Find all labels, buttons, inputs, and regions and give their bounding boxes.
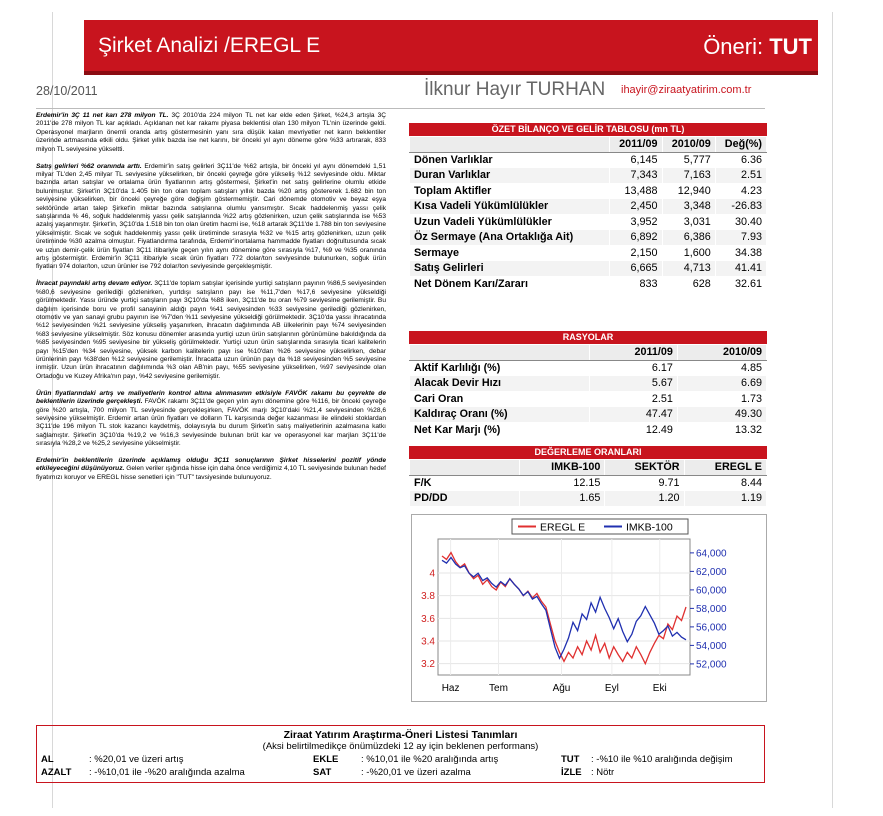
cell-value: 7,163 <box>662 168 715 184</box>
table-row <box>410 214 767 230</box>
definition-text: : Nötr <box>591 767 615 778</box>
row-label: Toplam Aktifler <box>410 183 610 199</box>
valuation-table <box>409 446 767 507</box>
empty-header <box>410 345 590 361</box>
column-header: 2010/09 <box>677 345 766 361</box>
right-tick-label: 62,000 <box>696 566 727 578</box>
row-label: Alacak Devir Hızı <box>410 376 590 392</box>
definition-key: SAT <box>313 767 332 778</box>
table-row <box>410 475 767 491</box>
paragraph <box>36 112 386 154</box>
paragraph-lead: Satış gelirleri %62 oranında arttı. <box>36 162 142 170</box>
analysis-text <box>36 112 386 672</box>
cell-value: 3,348 <box>662 199 715 215</box>
cell-value: 7,343 <box>610 168 663 184</box>
table-row <box>410 245 767 261</box>
report-header <box>84 20 818 75</box>
column-header: 2011/09 <box>610 137 663 153</box>
cell-value: 4,713 <box>662 261 715 277</box>
definition-key: EKLE <box>313 754 339 765</box>
x-tick-label: Ağu <box>552 683 571 694</box>
paragraph-lead: Ürün fiyatlarındaki artış ve maliyetlerin kontrol altına alınmasının etkisiyle FAVÖK rakamı bu çeyrekte de beklentilerin üzerinde gerçekleşti. <box>36 389 386 406</box>
cell-value: 13.32 <box>677 422 766 438</box>
paragraph-lead: Erdemir'in 3Ç 11 net karı 278 milyon TL. <box>36 112 169 119</box>
right-tick-label: 54,000 <box>696 640 727 652</box>
definitions-title: Ziraat Yatırım Araştırma-Öneri Listesi Tanımları <box>283 729 518 741</box>
cell-value: 49.30 <box>677 407 766 423</box>
definition-text: : -%10,01 ile -%20 aralığında azalma <box>89 767 245 778</box>
header-divider <box>36 108 765 109</box>
analyst-email[interactable]: ihayir@ziraatyatirim.com.tr <box>621 84 752 96</box>
table-row <box>410 407 767 423</box>
right-tick-label: 58,000 <box>696 603 727 615</box>
recommendation-label: Öneri: <box>703 34 764 59</box>
paragraph <box>36 457 386 482</box>
row-label: Sermaye <box>410 245 610 261</box>
table-row <box>410 422 767 438</box>
table-row <box>410 391 767 407</box>
definition-key: İZLE <box>561 767 582 778</box>
cell-value: 3,952 <box>610 214 663 230</box>
cell-value: 6,386 <box>662 230 715 246</box>
cell-value: -26.83 <box>715 199 766 215</box>
cell-value: 47.47 <box>590 407 678 423</box>
table-row <box>410 199 767 215</box>
cell-value: 628 <box>662 276 715 292</box>
cell-value: 9.71 <box>605 475 684 491</box>
table-row <box>410 360 767 376</box>
recommendation-value: TUT <box>769 34 812 59</box>
left-tick-label: 3.2 <box>421 659 435 671</box>
recommendation <box>703 34 812 60</box>
cell-value: 5,777 <box>662 152 715 168</box>
plot-area <box>438 539 690 675</box>
paragraph-body: Erdemir'in satış gelirleri 3Ç11'de %62 artışla, bir önceki yıl aynı dönemdeki 1,51 milyar TL'den 2,45 milyar TL seviyesine yükselirken, bir önceki çeyreğe göre yükseliş %12 seviyesinde oldu. Miktar bazında artan satışlar ve ortalama ürün fiyatlarının artış göstermesi, Şirket'in net satış gelirlerine olumlu etkide bulunmuştur. Şirket'in 3Ç10'da 1.405 bin ton olan toplam satışları yıllık bazda %20 artış göstererek 1.682 bin ton seviyesine yükselirken, bir önceki çeyreğe göre değişim göstermemiştir. Cari dönemde otomotiv ve beyaz eşya sektöründe artan talep Şirket'in miktar bazında satışlarına olumlu yansımıştır. Sıcak haddelenmiş yassı çelik satışlarında % 46, soğuk haddelenmiş yassı çelik satışlarında %22 artış gözlenirken, uzun çelik satışlarında ise %53 azalış yaşanmıştır. Şirket'in, 3Ç10'da 1.518 bin ton olan üretim hacmi ise, %18 artarak 3Ç11'de 1.788 bin ton seviyesine yükselmiştir. Sıcak ve soğuk haddelenmiş yassı çelik üretiminde sırasıyla %32 ve %15 artış gözlenirken, uzun çelik üretiminde %30 azalma olmuştur. Fiyatlandırma tarafında, Erdemir'inortalama hammadde fiyatları doğrultusunda sıcak ve uzun demir-çelik ürün fiyatları 3Ç11 itibariyle geçen yılın aynı dönemine göre sırasıyla %17, %9 ve %35 oranında artış göstermiştir. Erdemir'in 3Ç11 itibariyle sıcak ürün fiyatları 772 dolar/ton seviyesinde bulunurken, soğuk ürün fiyatları 974 dolar/ton, uzun ürünler ise 792 dolar/ton seviyesinde gerçekleşmiştir. <box>36 162 386 271</box>
definition-item <box>561 754 733 765</box>
ratios-table-title: RASYOLAR <box>409 331 767 344</box>
definitions-subtitle: (Aksi belirtilmedikçe önümüzdeki 12 ay için beklenen performans) <box>262 741 539 752</box>
cell-value: 4.85 <box>677 360 766 376</box>
right-tick-label: 60,000 <box>696 585 727 597</box>
cell-value: 6,665 <box>610 261 663 277</box>
definition-item <box>313 754 498 765</box>
right-tick-label: 64,000 <box>696 548 727 560</box>
cell-value: 2,150 <box>610 245 663 261</box>
definition-text: : -%20,01 ve üzeri azalma <box>361 767 471 778</box>
ratios-table <box>409 331 767 438</box>
paragraph-body: Gelen veriler ışığında hisse için daha önce verdiğimiz 4,10 TL seviyesinde bulunan hedef fiyatımızı koruyor ve EREGL hisse senetleri için "TUT" tavsiyesinde bulunuyoruz. <box>36 465 386 481</box>
definition-text: : %10,01 ile %20 aralığında artış <box>361 754 499 765</box>
cell-value: 1.73 <box>677 391 766 407</box>
cell-value: 2.51 <box>715 168 766 184</box>
cell-value: 1.20 <box>605 491 684 507</box>
left-tick-label: 3.8 <box>421 591 435 603</box>
column-header: Değ(%) <box>715 137 766 153</box>
left-tick-label: 3.4 <box>421 636 435 648</box>
x-tick-label: Tem <box>489 683 508 694</box>
row-label: Uzun Vadeli Yükümlülükler <box>410 214 610 230</box>
row-label: Öz Sermaye (Ana Ortaklığa Ait) <box>410 230 610 246</box>
paragraph <box>36 163 386 272</box>
row-label: Net Kar Marjı (%) <box>410 422 590 438</box>
row-label: PD/DD <box>410 491 520 507</box>
paragraph <box>36 280 386 381</box>
definition-item <box>561 767 614 778</box>
balance-table <box>409 123 767 292</box>
table-row <box>410 152 767 168</box>
column-header: 2011/09 <box>590 345 678 361</box>
left-tick-label: 3.6 <box>421 613 435 625</box>
definition-item <box>41 767 245 778</box>
cell-value: 5.67 <box>590 376 678 392</box>
x-tick-label: Haz <box>441 683 460 694</box>
cell-value: 30.40 <box>715 214 766 230</box>
right-tick-label: 52,000 <box>696 659 727 671</box>
balance-table-title: ÖZET BİLANÇO VE GELİR TABLOSU (mn TL) <box>409 123 767 136</box>
cell-value: 833 <box>610 276 663 292</box>
legend-label: EREGL E <box>540 521 586 534</box>
chart-svg <box>412 515 766 701</box>
cell-value: 6.69 <box>677 376 766 392</box>
cell-value: 6.36 <box>715 152 766 168</box>
column-header: 2010/09 <box>662 137 715 153</box>
x-tick-label: Eki <box>652 683 667 694</box>
cell-value: 12,940 <box>662 183 715 199</box>
paragraph-lead: İhracat payındaki artış devam ediyor. <box>36 280 153 288</box>
row-label: Satış Gelirleri <box>410 261 610 277</box>
definition-item <box>313 767 471 778</box>
row-label: Kısa Vadeli Yükümlülükler <box>410 199 610 215</box>
row-label: Dönen Varlıklar <box>410 152 610 168</box>
table-row <box>410 183 767 199</box>
cell-value: 2.51 <box>590 391 678 407</box>
cell-value: 34.38 <box>715 245 766 261</box>
right-tick-label: 56,000 <box>696 622 727 634</box>
table-row <box>410 168 767 184</box>
definition-key: AZALT <box>41 767 72 778</box>
left-tick-label: 4 <box>429 568 435 580</box>
cell-value: 4.23 <box>715 183 766 199</box>
rating-definitions <box>36 725 765 783</box>
cell-value: 32.61 <box>715 276 766 292</box>
column-header: SEKTÖR <box>605 460 684 476</box>
paragraph-body: 3Ç11'de toplam satışlar içerisinde yurtiçi satışların payının %86,5 seviyesinden %80,6 seviyesine gerilediği gözlenirken, yurtdışı satışların payı ise %11,7'den %17,6 seviyesine yükseldiği görülmektedir. Yassı üründe yurtiçi satışların payı 3Ç10'da %88 iken, 3Ç11'de bu oran %79 seviyesine gerilemiştir. Bu dağılım içerisinde boru ve profil sanayinin aldığı payın %41 seviyesinden %33 seviyesine gerilediği gözlenirken, otomotiv ve yan sanayi grubu payının ise %7'den %11 seviyesine yükseldiği görülmektedir. 3Ç10'da yassı ihracatında %12 seviyesinden %21 seviyesine yükseliş yaşanırken, ihracatın dağılımında AB ülkelerinin payı %74 seviyesinden %83 seviyesine yükselmiştir. Söz konusu dönemler arasında yurtiçi uzun ürün satışlarının görünümüne bakıldığında da %85 seviyesinden %95 seviyesine bir yükseliş görülmektedir. Yurtiçi uzun ürün satışlarında sırasıyla ticari kalitelerin payı %15'den %34 seviyesine, yüksek karbon kalitelerin payı ise %10'dan %26 seviyesine yükselirken, debar ürünlerinin payı %38'den %12 seviyesine gerilemiştir. İhracatta uzun ürünün payı da %18 seviyesinden %5 seviyesine inmiştir. Uzun ürün ihracatının dağılımında %3 olan AB'nin payı, %55 seviyesine yükselirken, %97 seviyesinde olan Ortadoğu ve Kuzey Afrika'nın payı, %42 seviyesine gerilemiştir. <box>36 280 386 380</box>
x-tick-label: Eyl <box>604 683 619 694</box>
cell-value: 1.65 <box>520 491 605 507</box>
legend-label: IMKB-100 <box>626 521 673 534</box>
row-label: Net Dönem Karı/Zararı <box>410 276 610 292</box>
row-label: Duran Varlıklar <box>410 168 610 184</box>
paragraph-body: FAVÖK rakamı 3Ç11'de geçen yılın aynı dönemine göre %116, bir önceki çeyreğe göre %20 artışla, 700 milyon TL seviyesinde gerçekleşirken, FAVÖK marjı 3Ç10'daki %21,4 seviyesinden %28,6 seviyesine yükselmiştir. Erdemir artan ürün fiyatları ve dolların TL karşısında değer kazanması ile elindeki stoklardan 3Ç11'de 196 milyon TL stok kazancı kaydetmiş, dolayısıyla bu durum Şirket'in satış maliyetlerinin azalmasına katkı sağlamıştır. Şirket'in 3Ç10'da %19,2 ve %16,3 seviyesinde bulunan brüt kar ve operasyonel kar marjları 3Ç11'de sırasıyla %28,2 ve %25,2 seviyesine yükselmiştir. <box>36 398 386 448</box>
row-label: Aktif Karlılığı (%) <box>410 360 590 376</box>
cell-value: 3,031 <box>662 214 715 230</box>
cell-value: 12.15 <box>520 475 605 491</box>
analyst-name: İlknur Hayır TURHAN <box>424 79 606 100</box>
cell-value: 6.17 <box>590 360 678 376</box>
valuation-table-title: DEĞERLEME ORANLARI <box>409 446 767 459</box>
column-header: IMKB-100 <box>520 460 605 476</box>
cell-value: 6,892 <box>610 230 663 246</box>
empty-header <box>410 460 520 476</box>
definition-text: : -%10 ile %10 aralığında değişim <box>591 754 733 765</box>
cell-value: 8.44 <box>684 475 766 491</box>
report-date: 28/10/2011 <box>36 84 98 98</box>
paragraph-lead: Erdemir'in beklentilerin üzerinde açıklamış olduğu 3Ç11 sonuçlarının Şirket hisselerini pozitif yönde etkileyeceğini düşünüyoruz. <box>36 457 386 473</box>
cell-value: 7.93 <box>715 230 766 246</box>
definition-key: TUT <box>561 754 580 765</box>
cell-value: 1,600 <box>662 245 715 261</box>
row-label: Kaldıraç Oranı (%) <box>410 407 590 423</box>
empty-header <box>410 137 610 153</box>
table-row <box>410 230 767 246</box>
cell-value: 2,450 <box>610 199 663 215</box>
definition-text: : %20,01 ve üzeri artış <box>89 754 184 765</box>
cell-value: 6,145 <box>610 152 663 168</box>
row-label: F/K <box>410 475 520 491</box>
report-title: Şirket Analizi /EREGL E <box>98 34 321 57</box>
table-row <box>410 376 767 392</box>
table-row <box>410 491 767 507</box>
price-chart <box>411 514 767 702</box>
row-label: Cari Oran <box>410 391 590 407</box>
paragraph <box>36 390 386 449</box>
cell-value: 12.49 <box>590 422 678 438</box>
paragraph-body: 3Ç 2010'da 224 milyon TL net kar elde eden Şirket, %24,3 artışla 3Ç 2011'de 278 milyon TL kar açıkladı. Açıklanan net kar rakamı piyasa beklentisi olan 130 milyon TL'nin üzerinde geldi. Operasyonel marjların önemli oranda artış göstermesinin yanı sıra düşük kalan mevriyetler net karın beklentiler üzerinde artmasında etkili oldu. Şirket yıllık bazda ise net karını, bir önceki yıl aynı döneme göre %33 artırarak, 833 milyon TL seviyesine yükseltti. <box>36 112 386 153</box>
cell-value: 41.41 <box>715 261 766 277</box>
column-header: EREGL E <box>684 460 766 476</box>
definition-key: AL <box>41 754 54 765</box>
definition-item <box>41 754 184 765</box>
cell-value: 13,488 <box>610 183 663 199</box>
cell-value: 1.19 <box>684 491 766 507</box>
table-row <box>410 261 767 277</box>
table-row <box>410 276 767 292</box>
